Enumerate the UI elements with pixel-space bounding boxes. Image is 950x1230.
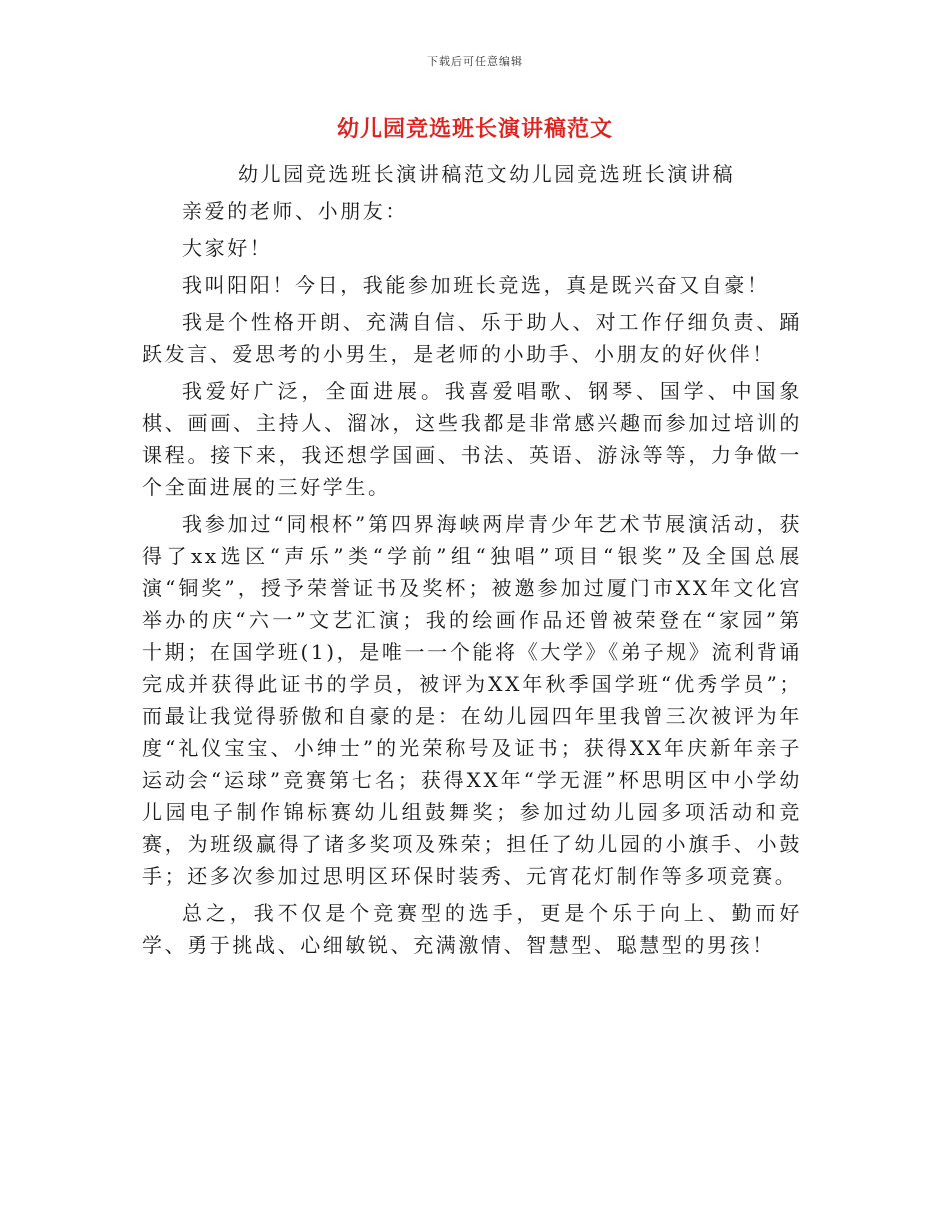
- intro-paragraph: 我叫阳阳！今日，我能参加班长竞选，真是既兴奋又自豪！: [182, 273, 770, 297]
- document-title: 幼儿园竞选班长演讲稿范文: [336, 116, 613, 142]
- document-body: [142, 158, 802, 966]
- conclusion-paragraph: 总之，我不仅是个竞赛型的选手，更是个乐于向上、勤而好学、勇于挑战、心细敏锐、充满激情、智慧型、聪慧型的男孩！: [142, 901, 802, 957]
- subtitle-paragraph: 幼儿园竞选班长演讲稿范文幼儿园竞选班长演讲稿: [238, 162, 736, 186]
- salutation-paragraph: 亲爱的老师、小朋友：: [182, 199, 408, 223]
- achievements-paragraph: 我参加过“同根杯”第四界海峡两岸青少年艺术节展演活动，获得了xx选区“声乐”类“学前”组“独唱”项目“银奖”及全国总展演“铜奖”，授予荣誉证书及奖杯；被邀参加过厦门市XX年文化宫举办的庆“六一”文艺汇演；我的绘画作品还曾被荣登在“家园”第十期；在国学班(1)，是唯一一个能将《大学》《弟子规》流利背诵完成并获得此证书的学员，被评为XX年秋季国学班“优秀学员”；而最让我觉得骄傲和自豪的是：在幼儿园四年里我曾三次被评为年度“礼仪宝宝、小绅士”的光荣称号及证书；获得XX年庆新年亲子运动会“运球”竞赛第七名；获得XX年“学无涯”杯思明区中小学幼儿园电子制作锦标赛幼儿组鼓舞奖；参加过幼儿园多项活动和竞赛，为班级赢得了诸多奖项及殊荣；担任了幼儿园的小旗手、小鼓手；还多次参加过思明区环保时装秀、元宵花灯制作等多项竞赛。: [142, 512, 802, 888]
- hobbies-paragraph: 我爱好广泛，全面进展。我喜爱唱歌、钢琴、国学、中国象棋、画画、主持人、溜冰，这些我都是非常感兴趣而参加过培训的课程。接下来，我还想学国画、书法、英语、游泳等等，力争做一个全面进展的三好学生。: [142, 379, 802, 499]
- header-note: 下载后可任意编辑: [427, 55, 523, 68]
- personality-paragraph: 我是个性格开朗、充满自信、乐于助人、对工作仔细负责、踊跃发言、爱思考的小男生，是老师的小助手、小朋友的好伙伴！: [142, 310, 802, 366]
- greeting-paragraph: 大家好！: [182, 236, 273, 260]
